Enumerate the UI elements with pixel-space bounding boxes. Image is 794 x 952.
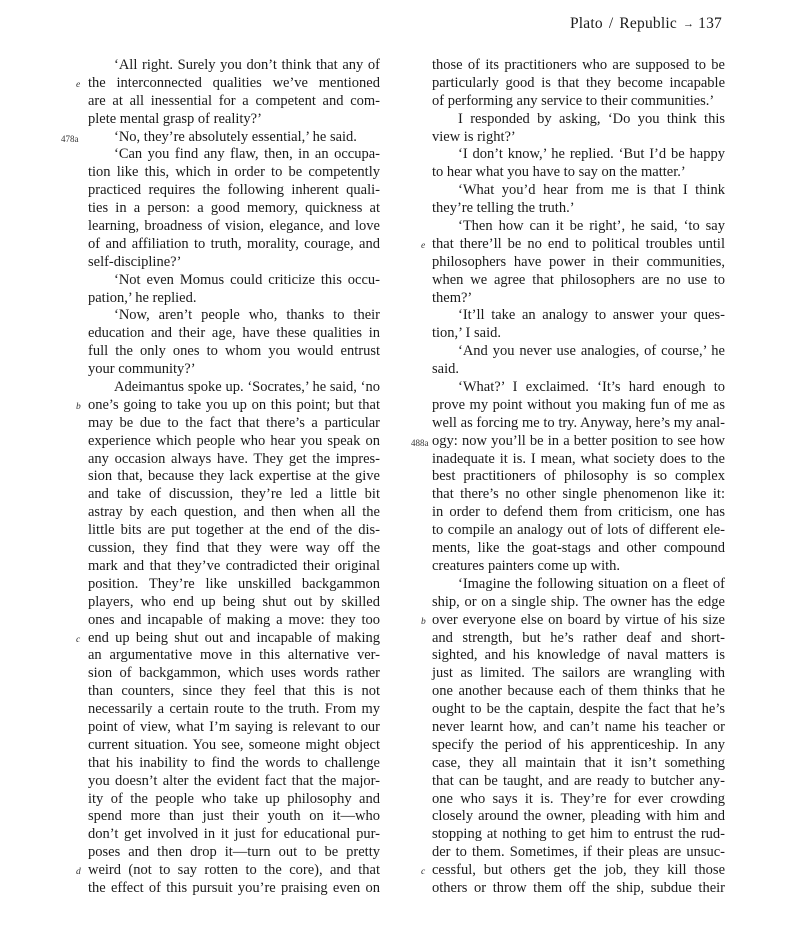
line-text: any occasion always have. They get the impres- [88, 450, 380, 467]
line-text: of and affiliation to truth, morality, courage, and [88, 235, 380, 252]
text-line [88, 719, 380, 737]
line-text: well as forcing me to try. Anyway, here’s my anal- [432, 414, 725, 431]
line-text: closely around the owner, pleading with him and [432, 808, 725, 825]
text-line [432, 665, 725, 683]
line-text: Adeimantus spoke up. ‘Socrates,’ he said, ‘no [114, 379, 380, 396]
line-text: ones and incapable of making a move: they too [88, 611, 380, 628]
line-text: ship, or on a single ship. The owner has the edge [432, 593, 725, 610]
text-line [432, 701, 725, 719]
text-line [88, 773, 380, 791]
text-line [88, 540, 380, 558]
line-text: tion,’ I said. [432, 325, 501, 342]
line-text: weird (not to say rotten to the core), and that [88, 862, 380, 879]
line-text: your community?’ [88, 361, 196, 378]
line-text: ‘Can you find any flaw, then, in an occupa- [114, 146, 380, 163]
text-line [432, 307, 725, 325]
text-line [88, 844, 380, 862]
line-text: ity of the people who take up philosophy and [88, 790, 380, 807]
line-text: to hear what you have to say on the matter.’ [432, 164, 686, 181]
line-text: best practitioners of philosophy is so complex [432, 468, 725, 485]
line-text: never learnt how, and can’t name his teacher or [432, 718, 725, 735]
line-text: over everyone else on board by virtue of his size [432, 611, 725, 628]
line-text: ‘Not even Momus could criticize this occu- [114, 271, 380, 288]
header-author: Plato [569, 15, 603, 32]
line-text: them?’ [432, 289, 473, 306]
text-line [432, 93, 725, 111]
text-line [61, 128, 380, 147]
text-line [432, 755, 725, 773]
text-line [88, 272, 380, 290]
text-line [432, 486, 725, 504]
text-line [88, 290, 380, 308]
text-line [432, 791, 725, 809]
stephanus-marker: e [421, 240, 426, 251]
line-text: one who says it is. They’re for ever crowding [432, 790, 725, 807]
text-line [88, 486, 380, 504]
text-line [432, 808, 725, 826]
text-line [411, 432, 725, 451]
text-line [88, 361, 380, 379]
text-line [88, 164, 380, 182]
text-line [432, 451, 725, 469]
text-line [432, 773, 725, 791]
stephanus-marker: b [76, 401, 81, 412]
text-line [432, 826, 725, 844]
line-text: full the only ones to whom you would entrust [88, 343, 380, 360]
line-text: those of its practitioners who are supposed to be [432, 57, 725, 73]
line-text: ‘No, they’re absolutely essential,’ he said. [114, 128, 357, 145]
line-text: ‘All right. Surely you don’t think that any of [114, 57, 380, 73]
text-line [432, 397, 725, 415]
header-separator: / [608, 15, 614, 32]
text-line [88, 826, 380, 844]
line-text: that there’s no other single phenomenon like it: [432, 486, 725, 503]
line-text: of performing any service to their communities.’ [432, 92, 715, 109]
text-line [432, 415, 725, 433]
stephanus-marker: 478a [61, 133, 79, 144]
line-text: practiced requires the following inherent quali- [88, 182, 380, 199]
text-line [432, 844, 725, 862]
text-line [88, 522, 380, 540]
line-text: experience which people who hear you speak on [88, 432, 380, 449]
text-line [88, 701, 380, 719]
line-text: and strength, but he’s rather deaf and short- [432, 629, 725, 646]
text-line [432, 111, 725, 129]
line-text: others or throw them off the ship, subdue their [432, 879, 725, 896]
text-line [88, 236, 380, 254]
text-line [432, 218, 725, 236]
line-text: necessarily a certain route to the truth. From my [88, 701, 380, 718]
line-text: ‘What?’ I exclaimed. ‘It’s hard enough to [458, 379, 725, 396]
line-text: in order to defend them from criticism, one has [432, 504, 725, 521]
line-text: I responded by asking, ‘Do you think this [458, 110, 725, 127]
line-text: point of view, what I’m saying is relevant to our [88, 718, 380, 735]
text-line [432, 719, 725, 737]
line-text: just as limited. The sailors are wrangling with [432, 665, 725, 682]
line-text: that his inability to find the words to challenge [88, 754, 380, 771]
line-text: ogy: now you’ll be in a better position to see how [432, 432, 725, 449]
text-line [432, 468, 725, 486]
line-text: players, who end up being shut out by skilled [88, 593, 380, 610]
text-line [432, 182, 725, 200]
text-line [432, 558, 725, 576]
text-line [76, 629, 380, 648]
line-text: creatures painters come up with. [432, 557, 621, 574]
text-line [88, 808, 380, 826]
line-text: pation,’ he replied. [88, 289, 197, 306]
line-text: don’t get involved in it just for educational pur- [88, 826, 380, 843]
text-line [432, 272, 725, 290]
text-line [88, 468, 380, 486]
text-line [432, 325, 725, 343]
line-text: that can be taught, and are ready to butcher any- [432, 772, 725, 789]
text-line [88, 182, 380, 200]
text-line [88, 325, 380, 343]
line-text: particularly good is that they become incapable [432, 74, 725, 91]
line-text: specify the period of his apprenticeship. In any [432, 736, 725, 753]
text-line [421, 862, 725, 880]
line-text: sighted, and his knowledge of naval matters is [432, 647, 725, 664]
text-line [432, 290, 725, 308]
line-text: they’re telling the truth.’ [432, 200, 575, 217]
stephanus-marker: d [76, 867, 81, 878]
line-text: ‘Now, aren’t people who, thanks to their [114, 307, 380, 324]
text-line [432, 254, 725, 272]
line-text: ‘And you never use analogies, of course,’ he [458, 343, 725, 360]
text-line [432, 504, 725, 522]
text-line [88, 612, 380, 630]
right-column [411, 57, 725, 898]
line-text: and take of discussion, they’re led a little bit [88, 486, 380, 503]
text-line [432, 737, 725, 755]
line-text: case, they all maintain that it isn’t something [432, 754, 725, 771]
line-text: position. They’re like unskilled backgammon [88, 575, 380, 592]
line-text: der to them. Sometimes, if their pleas are unsuc- [432, 844, 725, 861]
text-line [88, 880, 380, 898]
text-line [432, 647, 725, 665]
text-line [432, 57, 725, 75]
line-text: astray by each question, and then when all the [88, 504, 380, 521]
stephanus-marker: e [76, 79, 81, 90]
running-header [0, 15, 722, 33]
text-line [432, 880, 725, 898]
text-line [421, 611, 725, 630]
text-line [76, 862, 380, 880]
line-text: cussion, they find that they were way off the [88, 540, 380, 557]
line-text: current situation. You see, someone might object [88, 736, 380, 753]
line-text: mark and that they’ve contradicted their original [88, 557, 380, 574]
line-text: one’s going to take you up on this point; but that [88, 396, 380, 413]
line-text: that there’ll be no end to political troubles until [432, 235, 725, 252]
text-line [432, 164, 725, 182]
text-line [432, 361, 725, 379]
line-text: than counters, since they feel that this is not [88, 683, 380, 700]
line-text: you doesn’t alter the evident fact that the major- [88, 772, 380, 789]
text-line [88, 451, 380, 469]
line-text: philosophers have power in their communities, [432, 253, 725, 270]
text-line [432, 129, 725, 147]
line-text: ties in a person: a good memory, quickness at [88, 200, 380, 217]
text-line [432, 146, 725, 164]
line-text: education and their age, have these qualities in [88, 325, 380, 342]
text-line [432, 540, 725, 558]
line-text: the effect of this pursuit you’re praising even on [88, 879, 380, 896]
text-line [88, 683, 380, 701]
text-line [88, 218, 380, 236]
text-line [88, 755, 380, 773]
stephanus-marker: 488a [411, 437, 429, 448]
line-text: to compile an analogy out of lots of different ele- [432, 522, 725, 539]
text-line [88, 57, 380, 75]
line-text: spend more than just their youth on it—who [88, 808, 380, 825]
text-line [432, 594, 725, 612]
line-text: plete mental grasp of reality?’ [88, 110, 262, 127]
line-text: tion like this, which in order to be competently [88, 164, 380, 181]
text-line [88, 146, 380, 164]
text-line [88, 647, 380, 665]
line-text: poses and then drop it—turn out to be pretty [88, 844, 380, 861]
header-title: Republic [619, 15, 677, 32]
line-text: stopping at nothing to get him to entrust the rud- [432, 826, 725, 843]
line-text: little bits are put together at the end of the dis- [88, 522, 380, 539]
text-line [88, 307, 380, 325]
line-text: the interconnected qualities we’ve mentioned [88, 74, 380, 91]
line-text: ‘What you’d hear from me is that I think [458, 182, 725, 199]
text-line [76, 396, 380, 415]
text-line [88, 254, 380, 272]
text-line [88, 737, 380, 755]
text-line [432, 576, 725, 594]
line-text: ‘Then how can it be right’, he said, ‘to say [458, 218, 725, 235]
text-line [88, 791, 380, 809]
text-line [88, 665, 380, 683]
text-line [432, 75, 725, 93]
text-line [432, 379, 725, 397]
stephanus-marker: b [421, 616, 426, 627]
line-text: inadequate it is. I mean, what society does to the [432, 450, 725, 467]
line-text: prove my point without you making fun of me as [432, 396, 725, 413]
line-text: ought to be the captain, despite the fact that he’s [432, 701, 725, 718]
stephanus-marker: c [76, 634, 81, 645]
line-text: cessful, but others get the job, they kill those [432, 862, 725, 879]
text-line [88, 433, 380, 451]
line-text: are at all inessential for a competent and com- [88, 92, 380, 109]
line-text: ‘Imagine the following situation on a fleet of [458, 575, 725, 592]
text-line [88, 379, 380, 397]
line-text: sion of backgammon, which uses words rather [88, 665, 380, 682]
line-text: learning, broadness of vision, elegance, and love [88, 218, 380, 235]
line-text: ‘I don’t know,’ he replied. ‘But I’d be happy [458, 146, 725, 163]
left-column [61, 57, 380, 898]
line-text: sion that, because they lack expertise at the give [88, 468, 380, 485]
text-line [432, 630, 725, 648]
page-number: 137 [698, 15, 722, 32]
line-text: end up being shut out and incapable of making [88, 629, 380, 646]
text-line [432, 343, 725, 361]
line-text: ments, like the goat-stags and other compound [432, 540, 725, 557]
text-line [88, 93, 380, 111]
text-line [88, 111, 380, 129]
line-text: may be due to the fact that there’s a particular [88, 414, 380, 431]
text-line [88, 415, 380, 433]
text-line [432, 522, 725, 540]
text-line [421, 235, 725, 254]
text-line [88, 594, 380, 612]
text-line [76, 74, 380, 93]
text-line [88, 558, 380, 576]
text-line [88, 504, 380, 522]
line-text: an argumentative move in this alternative ver- [88, 647, 380, 664]
line-text: self-discipline?’ [88, 253, 182, 270]
stephanus-marker: c [421, 867, 426, 878]
text-line [88, 200, 380, 218]
text-line [88, 576, 380, 594]
arrow-icon: → [682, 18, 695, 30]
text-line [432, 683, 725, 701]
line-text: said. [432, 361, 459, 378]
text-line [88, 343, 380, 361]
line-text: when we agree that philosophers are no use to [432, 271, 725, 288]
line-text: view is right?’ [432, 128, 516, 145]
line-text: one another because each of them thinks that he [432, 683, 725, 700]
text-line [432, 200, 725, 218]
line-text: ‘It’ll take an analogy to answer your ques- [458, 307, 725, 324]
